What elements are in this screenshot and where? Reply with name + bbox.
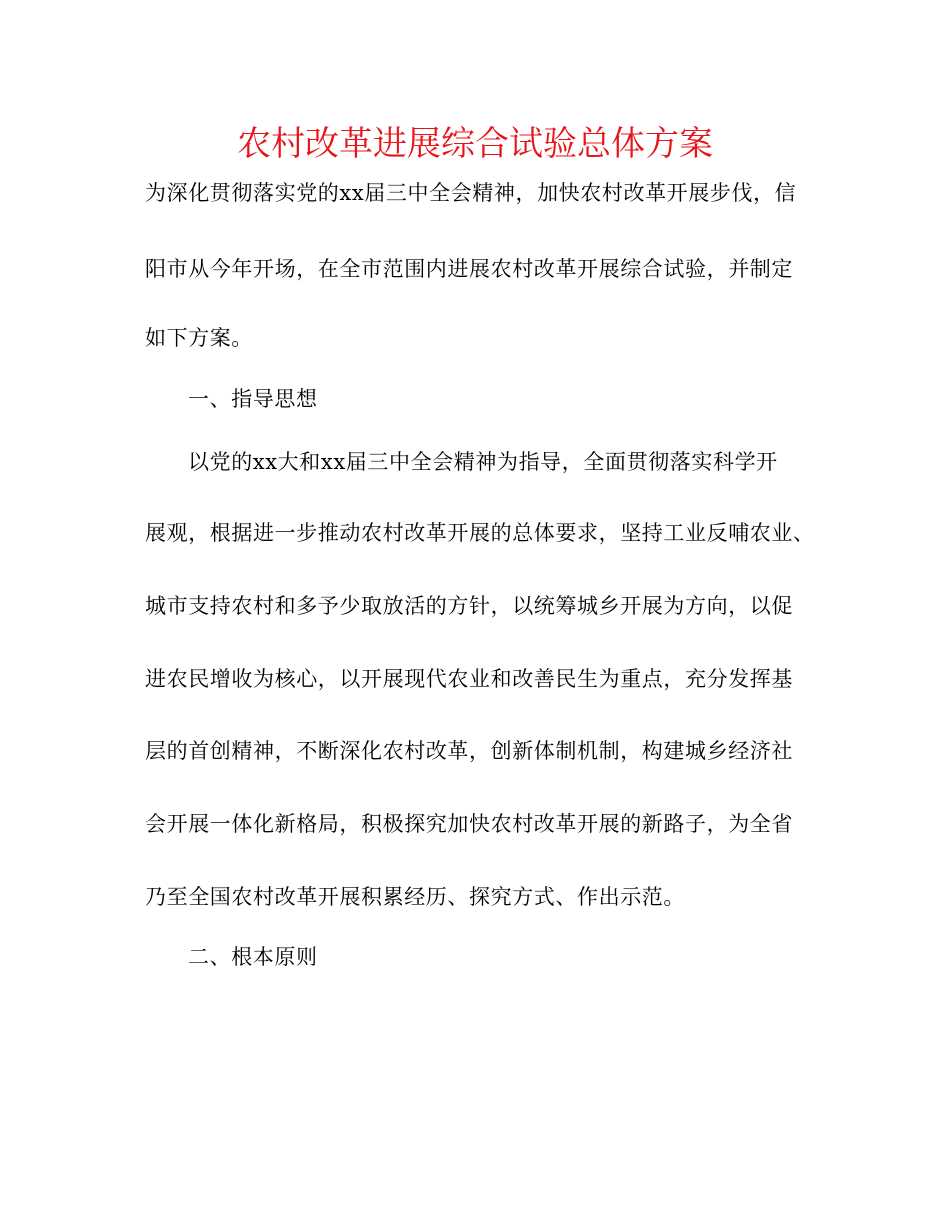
document-title: 农村改革进展综合试验总体方案 bbox=[237, 124, 713, 164]
body-line: 层的首创精神，不断深化农村改革，创新体制机制，构建城乡经济社 bbox=[145, 739, 793, 763]
body-line: 为深化贯彻落实党的xx届三中全会精神，加快农村改革开展步伐，信 bbox=[145, 181, 797, 205]
body-line: 进农民增收为核心，以开展现代农业和改善民生为重点，充分发挥基 bbox=[145, 667, 793, 691]
section-heading: 二、根本原则 bbox=[188, 945, 318, 969]
body-line: 阳市从今年开场，在全市范围内进展农村改革开展综合试验，并制定 bbox=[145, 257, 793, 281]
body-line: 会开展一体化新格局，积极探究加快农村改革开展的新路子，为全省 bbox=[145, 812, 793, 836]
body-line: 乃至全国农村改革开展积累经历、探究方式、作出示范。 bbox=[145, 885, 685, 909]
body-line: 如下方案。 bbox=[145, 326, 253, 350]
body-line: 以党的xx大和xx届三中全会精神为指导，全面贯彻落实科学开 bbox=[188, 450, 778, 474]
body-line: 城市支持农村和多予少取放活的方针，以统筹城乡开展为方向，以促 bbox=[145, 594, 793, 618]
body-line: 展观，根据进一步推动农村改革开展的总体要求，坚持工业反哺农业、 bbox=[145, 521, 815, 545]
section-heading: 一、指导思想 bbox=[188, 387, 318, 411]
